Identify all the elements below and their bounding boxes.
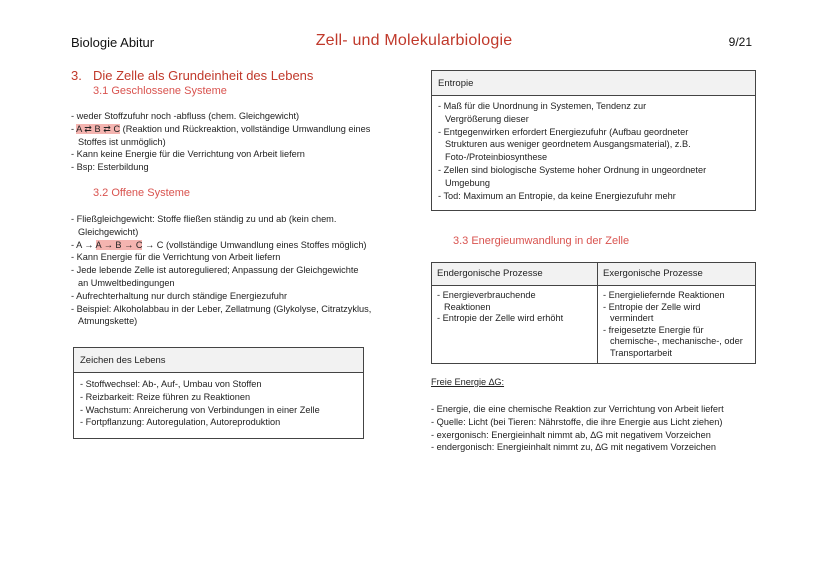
table-header-exergonic: Exergonische Prozesse: [598, 263, 756, 286]
list-item: - Energie, die eine chemische Reaktion zur Verrichtung von Arbeit liefert: [431, 404, 724, 414]
open-line: - Beispiel: Alkoholabbau in der Leber, Zellatmung (Glykolyse, Citratzyklus,: [71, 303, 372, 314]
table-header-row: [432, 263, 756, 286]
cell-line: - Entropie der Zelle wird: [603, 301, 701, 312]
highlight-equilibrium: A ⇄ B ⇄ C: [76, 123, 121, 134]
open-line-rest: → C (vollständige Umwandlung eines Stoffes möglich): [142, 239, 367, 250]
list-item: Strukturen aus weniger geordnetem Ausgangsmaterial), z.B.: [445, 139, 691, 150]
cell-line: vermindert: [610, 313, 654, 323]
closed-line: - weder Stoffzufuhr noch -abfluss (chem. Gleichgewicht): [71, 111, 300, 121]
open-line: Gleichgewicht): [78, 226, 139, 237]
list-item: Vergrößerung dieser: [445, 113, 529, 124]
table-row: [432, 286, 756, 364]
list-item: - Zellen sind biologische Systeme hoher Ordnung in ungeordneter: [438, 164, 707, 175]
list-item: - Fortpflanzung: Autoregulation, Autoreproduktion: [80, 417, 281, 428]
list-item: Umgebung: [445, 177, 490, 188]
highlight-flow: A → B → C: [95, 239, 143, 250]
closed-systems-heading: 3.1 Geschlossene Systeme: [93, 85, 227, 97]
subject-label: Biologie Abitur: [71, 35, 155, 50]
open-systems-text: [71, 213, 371, 328]
page-number: 9/21: [728, 35, 752, 49]
free-energy-list: [431, 403, 724, 454]
list-item: - Tod: Maximum an Entropie, da keine Energiezufuhr mehr: [438, 190, 676, 201]
free-energy-heading: Freie Energie ∆G:: [431, 377, 505, 387]
energy-heading: 3.3 Energieumwandlung in der Zelle: [453, 235, 630, 247]
open-line: - Fließgleichgewicht: Stoffe fließen ständig zu und ab (kein chem.: [71, 214, 337, 224]
list-item: - exergonisch: Energieinhalt nimmt ab, ∆G mit negativem Vorzeichen: [431, 429, 711, 440]
signs-of-life-title: Zeichen des Lebens: [74, 348, 363, 373]
section-number: 3.: [71, 68, 82, 83]
energy-table: [431, 262, 756, 364]
cell-line: - Energieliefernde Reaktionen: [603, 290, 725, 300]
open-line: - Aufrechterhaltung nur durch ständige Energiezufuhr: [71, 290, 288, 301]
endergonic-cell: [432, 286, 598, 364]
open-line: [71, 239, 371, 252]
entropy-box: [431, 70, 756, 211]
closed-line: - Bsp: Esterbildung: [71, 162, 149, 173]
dash: -: [71, 123, 77, 134]
closed-systems-text: [71, 110, 370, 174]
open-line: an Umweltbedingungen: [78, 277, 175, 288]
cell-line: chemische-, mechanische-, oder: [610, 336, 743, 346]
list-item: - Wachstum: Anreicherung von Verbindungen in einer Zelle: [80, 404, 320, 415]
signs-of-life-list: [74, 373, 363, 434]
cell-line: Reaktionen: [444, 301, 491, 312]
section-title: Die Zelle als Grundeinheit des Lebens: [93, 68, 314, 83]
list-item: - Reizbarkeit: Reize führen zu Reaktionen: [80, 391, 251, 402]
entropy-title: Entropie: [432, 71, 755, 96]
list-item: - endergonisch: Energieinhalt nimmt zu, ∆G mit negativem Vorzeichen: [431, 442, 716, 453]
exergonic-cell: [598, 286, 756, 364]
open-line: - Kann Energie für die Verrichtung von Arbeit liefern: [71, 252, 281, 263]
cell-line: - Entropie der Zelle wird erhöht: [437, 313, 564, 323]
open-line: - Jede lebende Zelle ist autoreguliered; Anpassung der Gleichgewichte: [71, 265, 359, 276]
closed-line-rest: (Reaktion und Rückreaktion, vollständige Umwandlung eines: [120, 123, 371, 134]
list-item: - Quelle: Licht (bei Tieren: Nährstoffe, die ihre Energie aus Licht ziehen): [431, 416, 723, 427]
open-systems-heading: 3.2 Offene Systeme: [93, 187, 191, 199]
closed-line: Stoffes ist unmöglich): [78, 136, 166, 147]
entropy-list: [432, 96, 755, 207]
list-item: - Maß für die Unordnung in Systemen, Tendenz zur: [438, 101, 647, 111]
open-line: Atmungskette): [78, 316, 138, 327]
cell-line: - freigesetzte Energie für: [603, 324, 704, 335]
closed-line: - Kann keine Energie für die Verrichtung von Arbeit liefern: [71, 149, 305, 160]
closed-line: [71, 123, 370, 136]
signs-of-life-box: [73, 347, 364, 439]
open-line-pre: - A →: [71, 239, 96, 250]
section-heading: [71, 68, 313, 83]
list-item: - Entgegenwirken erfordert Energiezufuhr (Aufbau geordneter: [438, 126, 689, 137]
page-title: Zell- und Molekularbiologie: [315, 32, 513, 49]
list-item: Foto-/Proteinbiosynthese: [445, 152, 548, 163]
cell-line: - Energieverbrauchende: [437, 290, 536, 300]
cell-line: Transportarbeit: [610, 347, 672, 358]
table-header-endergonic: Endergonische Prozesse: [432, 263, 598, 286]
list-item: - Stoffwechsel: Ab-, Auf-, Umbau von Stoffen: [80, 379, 262, 389]
